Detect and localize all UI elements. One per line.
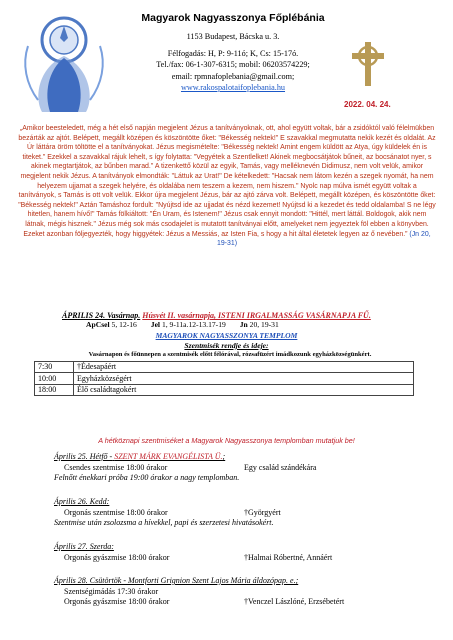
reading-2: Jel 1, 9-11a.12-13.17-19 — [150, 320, 226, 329]
mass-schedule-table — [34, 361, 414, 396]
email-address: email: rpmnafoplebania@gmail.com; — [171, 71, 295, 81]
sunday-info — [62, 311, 412, 329]
mass-time: 7:30 — [35, 362, 74, 373]
list-item: Szentségimádás 17:30 órakor — [64, 586, 159, 596]
day-wednesday: Április 27. Szerda: Orgonás gyászmise 18:00 órakor †Halmai Róbertné, Annáért — [54, 542, 333, 562]
mass-time: 10:00 — [35, 373, 74, 384]
schedule-intro: Vasárnapon és főünnepen a szentmisék előtt félórával, rózsafüzért imádkozunk egyházközségünkért. — [88, 351, 372, 358]
bulletin-date: 2022. 04. 24. — [344, 100, 391, 109]
table-row — [35, 373, 414, 384]
sunday-date: ÁPRILIS 24. Vasárnap. — [62, 311, 141, 320]
list-item: Orgonás gyászmise 18:00 órakor †Venczel Lászlóné, Erzsébetért — [64, 597, 345, 606]
reading-3: Jn 20, 19-31 — [239, 320, 279, 329]
parish-header — [128, 12, 338, 93]
mass-intention: †Édesapáért — [74, 362, 414, 373]
reading-1: ApCsel 5, 12-16 — [86, 320, 137, 329]
sunday-feast: Húsvét II. vasárnapja, ISTENI IRGALMASSÁG VASÁRNAPJA FŰ. — [142, 311, 371, 320]
table-row — [35, 384, 414, 395]
reception-hours: Félfogadás: H, P: 9-11ó; K, Cs: 15-17ó. — [167, 49, 299, 59]
list-item: Csendes szentmise 18:00 órakor Egy család szándékára — [64, 462, 317, 472]
mass-time: 18:00 — [35, 384, 74, 395]
day-thursday: Április 28. Csütörtök - Montforti Grignion Szent Lajos Mária áldozópap. e.; Szentségimádás 17:30 órakor Orgonás gyászmise 18:00 órakor †Venczel Lászlóné, Erzsébetért — [54, 576, 345, 606]
website-link[interactable]: www.rakospalotaifoplebania.hu — [180, 82, 286, 92]
gospel-reference: (Jn 20, 19-31) — [216, 230, 431, 248]
church-title: MAGYAROK NAGYASSZONYA TEMPLOM — [155, 331, 298, 340]
mass-intention: Élő családtagokért — [74, 384, 414, 395]
weekday-note: A hétköznapi szentmiséket a Magyarok Nagyasszonya templomban mutatjuk be! — [98, 436, 355, 445]
table-row — [35, 362, 414, 373]
list-item: Orgonás szentmise 18:00 órakor †Györgyért — [64, 507, 281, 517]
phone-numbers: Tel./fax: 06-1-307-6315; mobil: 06203574229; — [156, 60, 310, 70]
parish-address: 1153 Budapest, Bácska u. 3. — [186, 32, 280, 41]
list-item: Orgonás gyászmise 18:00 órakor †Halmai Róbertné, Annáért — [64, 552, 333, 562]
celtic-cross-icon — [350, 40, 386, 88]
day-monday: Április 25. Hétfő - SZENT MÁRK EVANGÉLISTA Ü.; Csendes szentmise 18:00 órakor Egy család szándékára Felnőtt énekkari próba 19:00 órakor a nagy templomban. — [54, 452, 317, 482]
feast-name: SZENT MÁRK EVANGÉLISTA Ü. — [114, 452, 223, 461]
gospel-paragraph-2: Aztán Tamáshoz fordult: "Nyújtsd ide az ujjadat és nézd kezemet! Nyújtsd ki a kezedet és tedd oldalamba! S ne légy hitetlen, hanem hívő!" Tamás fölkiáltott: "Én Uram, és Istenem!" Jézus csak ennyit mondott: "Hittél, mert láttál. Boldogok, akik nem látnak, mégis hisznek." Jézus még sok más csodajelet is mutatott tanítványai előtt, amelyeket nem jegyeztek föl ebben a könyvben. Ezeket azonban följegyezték, hogy higgyétek: Jézus a Messiás, az Isten Fia, s hogy a hit által életetek legyen az ő nevében.” — [23, 201, 436, 238]
parish-title: Magyarok Nagyasszonya Főplébánia — [141, 12, 325, 24]
madonna-logo-icon — [8, 8, 120, 116]
gospel-text — [18, 124, 436, 249]
day-note: Felnőtt énekkari próba 19:00 órakor a nagy templomban. — [54, 473, 240, 482]
sunday-readings — [86, 320, 412, 329]
day-note: Szentmise után zsolozsma a hívekkel, papi és szerzetesi hivatásokért. — [54, 518, 274, 527]
schedule-title: Szentmisék rendje és ideje: — [184, 341, 269, 350]
day-tuesday: Április 26. Kedd: Orgonás szentmise 18:00 órakor †Györgyért Szentmise után zsolozsma a hívekkel, papi és szerzetesi hivatásokért. — [54, 497, 281, 527]
gospel-paragraph-1: „Amikor beesteledett, még a hét első napján megjelent Jézus a tanítványoknak, ott, ahol együtt voltak, bár a zsidóktól való félelmükben bezárták az ajtót. Belépett, megállt középen és köszöntötte őket: "Békesség nektek!" E szavakkal megmutatta nekik kezét és oldalát. Az Úr láttára öröm töltötte el a tanítványokat. Jézus megismételte: "Békesség nektek! Amint engem küldött az Atya, úgy küldelek én is titeket." Ezekkel a szavakkal rájuk lehelt, s így folytatta: "Vegyétek a Szentlelket! Akinek megbocsátjátok bűneit, az bocsánatot nyer, s akinek megtartjátok, az bűnben marad." A tizenkettő közül az egyik, Tamás, vagy melléknevén Didimusz, nem volt velük, amikor megjelent nekik Jézus. A tanítványok elmondták: "Láttuk az Urat!" De kételkedett: "Hacsak nem látom kezén a szegek nyomát, ha nem helyezem ujjamat a szegek helyére, és oldalába nem teszem a kezem, nem hiszem." Nyolc nap múlva ismét együtt voltak a tanítványok, s Tamás is ott volt velük. Ekkor újra megjelent Jézus, bár az ajtó zárva volt. Belépett, megállt középen, és köszöntötte őket: "Békesség nektek!" — [18, 125, 436, 209]
mass-intention: Egyházközségért — [74, 373, 414, 384]
